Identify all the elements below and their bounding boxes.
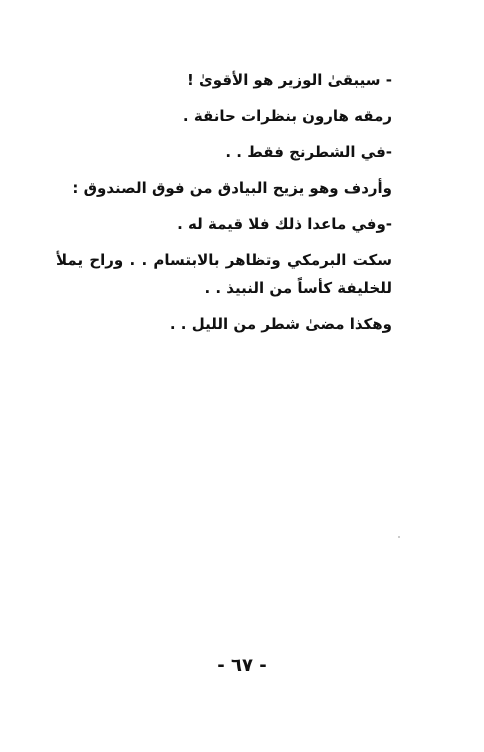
paragraph-worthless: -وفي ماعدا ذلك فلا قيمة له . — [177, 215, 392, 233]
paragraph-harun-glare: رمقه هارون بنظرات حانقة . — [182, 107, 392, 125]
paragraph-pawns-removed: وأردف وهو يزيح البيادق من فوق الصندوق : — [72, 179, 392, 197]
paragraph-chess-only: -في الشطرنج فقط . . — [225, 143, 392, 161]
page-number: - ٦٧ - — [217, 655, 267, 676]
paper-speck — [398, 536, 400, 538]
paragraph-night-passed: وهكذا مضىٰ شطر من الليل . . — [169, 315, 392, 333]
paragraph-barmaki-wine: سكت البرمكي وتظاهر بالابتسام . . وراح يملأ للخليفة كأساً من النبيذ . . — [56, 251, 392, 297]
body-text — [56, 66, 392, 346]
paragraph-vizier-line: - سيبقىٰ الوزير هو الأقوىٰ ! — [186, 71, 392, 89]
